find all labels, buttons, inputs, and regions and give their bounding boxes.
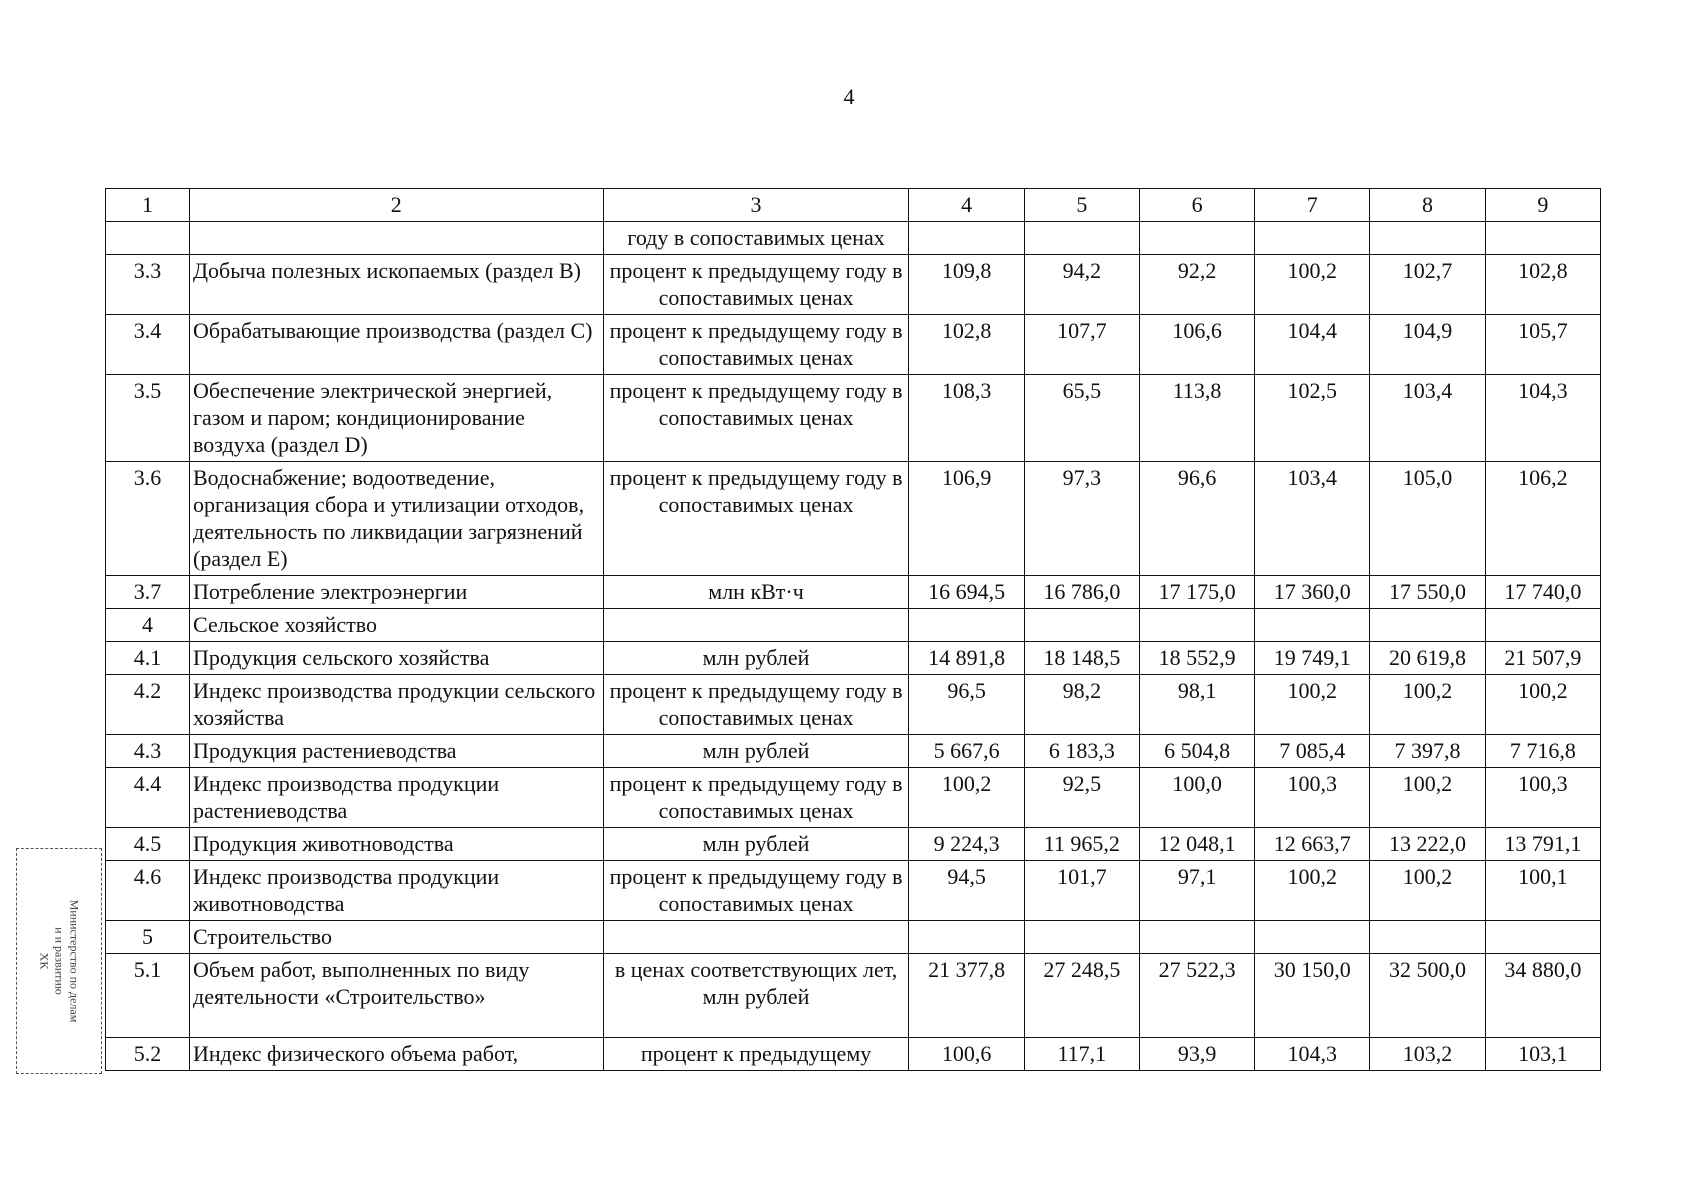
value-cell: 100,2 — [1255, 675, 1370, 735]
value-cell: 102,7 — [1370, 255, 1485, 315]
value-cell: 11 965,2 — [1024, 828, 1139, 861]
indicator-name-cell: Объем работ, выполненных по виду деятельности «Строительство» — [190, 954, 604, 1038]
value-cell: 18 148,5 — [1024, 642, 1139, 675]
table-row — [106, 255, 1601, 315]
value-cell: 12 048,1 — [1139, 828, 1254, 861]
value-cell: 20 619,8 — [1370, 642, 1485, 675]
stamp-text: ХК — [37, 952, 52, 970]
value-cell: 100,2 — [1485, 675, 1600, 735]
value-cell: 93,9 — [1139, 1038, 1254, 1071]
registration-stamp — [16, 848, 102, 1074]
indicator-name-cell: Обрабатывающие производства (раздел С) — [190, 315, 604, 375]
row-number-cell: 4 — [106, 609, 190, 642]
unit-cell: процент к предыдущему году в сопоставимых ценах — [603, 462, 909, 576]
header-cell: 7 — [1255, 189, 1370, 222]
unit-cell: процент к предыдущему — [603, 1038, 909, 1071]
indicator-name-cell: Обеспечение электрической энергией, газом и паром; кондиционирование воздуха (раздел D) — [190, 375, 604, 462]
value-cell: 104,9 — [1370, 315, 1485, 375]
value-cell — [1139, 609, 1254, 642]
value-cell: 6 504,8 — [1139, 735, 1254, 768]
value-cell: 27 522,3 — [1139, 954, 1254, 1038]
stamp-text: и и развитию — [52, 927, 67, 995]
row-number-cell: 3.5 — [106, 375, 190, 462]
value-cell: 16 786,0 — [1024, 576, 1139, 609]
table-row — [106, 861, 1601, 921]
value-cell: 104,3 — [1255, 1038, 1370, 1071]
value-cell: 21 377,8 — [909, 954, 1024, 1038]
row-number-cell — [106, 222, 190, 255]
header-cell: 4 — [909, 189, 1024, 222]
value-cell: 100,2 — [1370, 768, 1485, 828]
unit-cell: процент к предыдущему году в сопоставимых ценах — [603, 255, 909, 315]
value-cell: 103,2 — [1370, 1038, 1485, 1071]
value-cell: 100,2 — [909, 768, 1024, 828]
row-number-cell: 5.2 — [106, 1038, 190, 1071]
table-row — [106, 222, 1601, 255]
row-number-cell: 4.3 — [106, 735, 190, 768]
value-cell: 100,1 — [1485, 861, 1600, 921]
value-cell — [1139, 222, 1254, 255]
value-cell: 97,1 — [1139, 861, 1254, 921]
value-cell: 65,5 — [1024, 375, 1139, 462]
indicator-name-cell: Индекс производства продукции животноводства — [190, 861, 604, 921]
header-cell: 6 — [1139, 189, 1254, 222]
value-cell — [1255, 921, 1370, 954]
row-number-cell: 3.3 — [106, 255, 190, 315]
value-cell: 19 749,1 — [1255, 642, 1370, 675]
value-cell: 97,3 — [1024, 462, 1139, 576]
value-cell: 113,8 — [1139, 375, 1254, 462]
value-cell: 17 360,0 — [1255, 576, 1370, 609]
value-cell: 100,3 — [1485, 768, 1600, 828]
value-cell: 102,5 — [1255, 375, 1370, 462]
value-cell — [1370, 222, 1485, 255]
value-cell: 100,2 — [1370, 861, 1485, 921]
value-cell: 14 891,8 — [909, 642, 1024, 675]
stamp-text: Министерство по делам — [67, 899, 82, 1023]
table-row — [106, 576, 1601, 609]
value-cell: 103,4 — [1370, 375, 1485, 462]
value-cell — [1485, 609, 1600, 642]
value-cell: 98,1 — [1139, 675, 1254, 735]
value-cell: 117,1 — [1024, 1038, 1139, 1071]
value-cell: 104,4 — [1255, 315, 1370, 375]
indicator-name-cell: Продукция животноводства — [190, 828, 604, 861]
value-cell: 109,8 — [909, 255, 1024, 315]
unit-cell: млн кВт·ч — [603, 576, 909, 609]
indicator-name-cell: Потребление электроэнергии — [190, 576, 604, 609]
header-cell: 3 — [603, 189, 909, 222]
value-cell: 100,2 — [1370, 675, 1485, 735]
row-number-cell: 3.6 — [106, 462, 190, 576]
row-number-cell: 4.5 — [106, 828, 190, 861]
row-number-cell: 4.4 — [106, 768, 190, 828]
value-cell — [1255, 222, 1370, 255]
value-cell: 105,0 — [1370, 462, 1485, 576]
value-cell: 101,7 — [1024, 861, 1139, 921]
value-cell — [1024, 921, 1139, 954]
indicator-name-cell: Индекс физического объема работ, — [190, 1038, 604, 1071]
value-cell: 100,2 — [1255, 861, 1370, 921]
value-cell — [909, 222, 1024, 255]
page-number: 4 — [843, 84, 855, 109]
row-number-cell: 3.7 — [106, 576, 190, 609]
value-cell: 9 224,3 — [909, 828, 1024, 861]
row-number-cell: 4.6 — [106, 861, 190, 921]
value-cell: 5 667,6 — [909, 735, 1024, 768]
table-row — [106, 921, 1601, 954]
header-cell: 5 — [1024, 189, 1139, 222]
table-row — [106, 1038, 1601, 1071]
value-cell: 100,6 — [909, 1038, 1024, 1071]
table-row — [106, 462, 1601, 576]
value-cell — [1255, 609, 1370, 642]
value-cell: 21 507,9 — [1485, 642, 1600, 675]
indicators-table — [105, 188, 1601, 1071]
value-cell: 106,2 — [1485, 462, 1600, 576]
value-cell: 17 740,0 — [1485, 576, 1600, 609]
unit-cell: млн рублей — [603, 828, 909, 861]
value-cell — [909, 921, 1024, 954]
unit-cell — [603, 921, 909, 954]
value-cell — [1139, 921, 1254, 954]
value-cell: 18 552,9 — [1139, 642, 1254, 675]
value-cell: 107,7 — [1024, 315, 1139, 375]
row-number-cell: 4.2 — [106, 675, 190, 735]
value-cell: 7 397,8 — [1370, 735, 1485, 768]
value-cell: 102,8 — [909, 315, 1024, 375]
value-cell: 103,1 — [1485, 1038, 1600, 1071]
indicator-name-cell: Водоснабжение; водоотведение, организация сбора и утилизации отходов, деятельность по ликвидации загрязнений (раздел Е) — [190, 462, 604, 576]
value-cell: 32 500,0 — [1370, 954, 1485, 1038]
value-cell: 98,2 — [1024, 675, 1139, 735]
unit-cell: млн рублей — [603, 735, 909, 768]
table-row — [106, 768, 1601, 828]
row-number-cell: 4.1 — [106, 642, 190, 675]
value-cell: 94,5 — [909, 861, 1024, 921]
value-cell: 6 183,3 — [1024, 735, 1139, 768]
unit-cell: процент к предыдущему году в сопоставимых ценах — [603, 375, 909, 462]
indicator-name-cell: Продукция растениеводства — [190, 735, 604, 768]
row-number-cell: 5.1 — [106, 954, 190, 1038]
value-cell — [1024, 222, 1139, 255]
value-cell: 96,6 — [1139, 462, 1254, 576]
value-cell: 106,9 — [909, 462, 1024, 576]
column-number-header-row — [106, 189, 1601, 222]
value-cell: 7 716,8 — [1485, 735, 1600, 768]
value-cell — [1485, 921, 1600, 954]
indicator-name-cell: Индекс производства продукции растениеводства — [190, 768, 604, 828]
value-cell: 34 880,0 — [1485, 954, 1600, 1038]
row-number-cell: 3.4 — [106, 315, 190, 375]
unit-cell: году в сопоставимых ценах — [603, 222, 909, 255]
value-cell: 7 085,4 — [1255, 735, 1370, 768]
row-number-cell: 5 — [106, 921, 190, 954]
value-cell: 92,2 — [1139, 255, 1254, 315]
table-row — [106, 735, 1601, 768]
table-row — [106, 609, 1601, 642]
value-cell: 96,5 — [909, 675, 1024, 735]
value-cell: 13 222,0 — [1370, 828, 1485, 861]
value-cell — [909, 609, 1024, 642]
value-cell — [1485, 222, 1600, 255]
value-cell: 12 663,7 — [1255, 828, 1370, 861]
header-cell: 1 — [106, 189, 190, 222]
indicator-name-cell: Продукция сельского хозяйства — [190, 642, 604, 675]
value-cell: 13 791,1 — [1485, 828, 1600, 861]
value-cell: 92,5 — [1024, 768, 1139, 828]
header-cell: 2 — [190, 189, 604, 222]
value-cell: 103,4 — [1255, 462, 1370, 576]
table-row — [106, 642, 1601, 675]
table-row — [106, 828, 1601, 861]
indicator-name-cell: Строительство — [190, 921, 604, 954]
unit-cell: процент к предыдущему году в сопоставимых ценах — [603, 315, 909, 375]
value-cell: 30 150,0 — [1255, 954, 1370, 1038]
value-cell: 100,3 — [1255, 768, 1370, 828]
header-cell: 8 — [1370, 189, 1485, 222]
value-cell: 27 248,5 — [1024, 954, 1139, 1038]
unit-cell: процент к предыдущему году в сопоставимых ценах — [603, 675, 909, 735]
indicator-name-cell: Добыча полезных ископаемых (раздел В) — [190, 255, 604, 315]
value-cell: 17 175,0 — [1139, 576, 1254, 609]
value-cell: 106,6 — [1139, 315, 1254, 375]
value-cell — [1370, 609, 1485, 642]
value-cell: 105,7 — [1485, 315, 1600, 375]
value-cell — [1024, 609, 1139, 642]
value-cell: 100,2 — [1255, 255, 1370, 315]
value-cell: 102,8 — [1485, 255, 1600, 315]
value-cell: 108,3 — [909, 375, 1024, 462]
value-cell: 104,3 — [1485, 375, 1600, 462]
header-cell: 9 — [1485, 189, 1600, 222]
unit-cell — [603, 609, 909, 642]
unit-cell: в ценах соответствующих лет, млн рублей — [603, 954, 909, 1038]
table-row — [106, 375, 1601, 462]
table-row — [106, 315, 1601, 375]
unit-cell: процент к предыдущему году в сопоставимых ценах — [603, 861, 909, 921]
value-cell: 94,2 — [1024, 255, 1139, 315]
unit-cell: процент к предыдущему году в сопоставимых ценах — [603, 768, 909, 828]
value-cell: 17 550,0 — [1370, 576, 1485, 609]
table-row — [106, 954, 1601, 1038]
indicator-name-cell: Индекс производства продукции сельского хозяйства — [190, 675, 604, 735]
value-cell: 16 694,5 — [909, 576, 1024, 609]
value-cell: 100,0 — [1139, 768, 1254, 828]
value-cell — [1370, 921, 1485, 954]
table-row — [106, 675, 1601, 735]
indicator-name-cell — [190, 222, 604, 255]
unit-cell: млн рублей — [603, 642, 909, 675]
indicator-name-cell: Сельское хозяйство — [190, 609, 604, 642]
